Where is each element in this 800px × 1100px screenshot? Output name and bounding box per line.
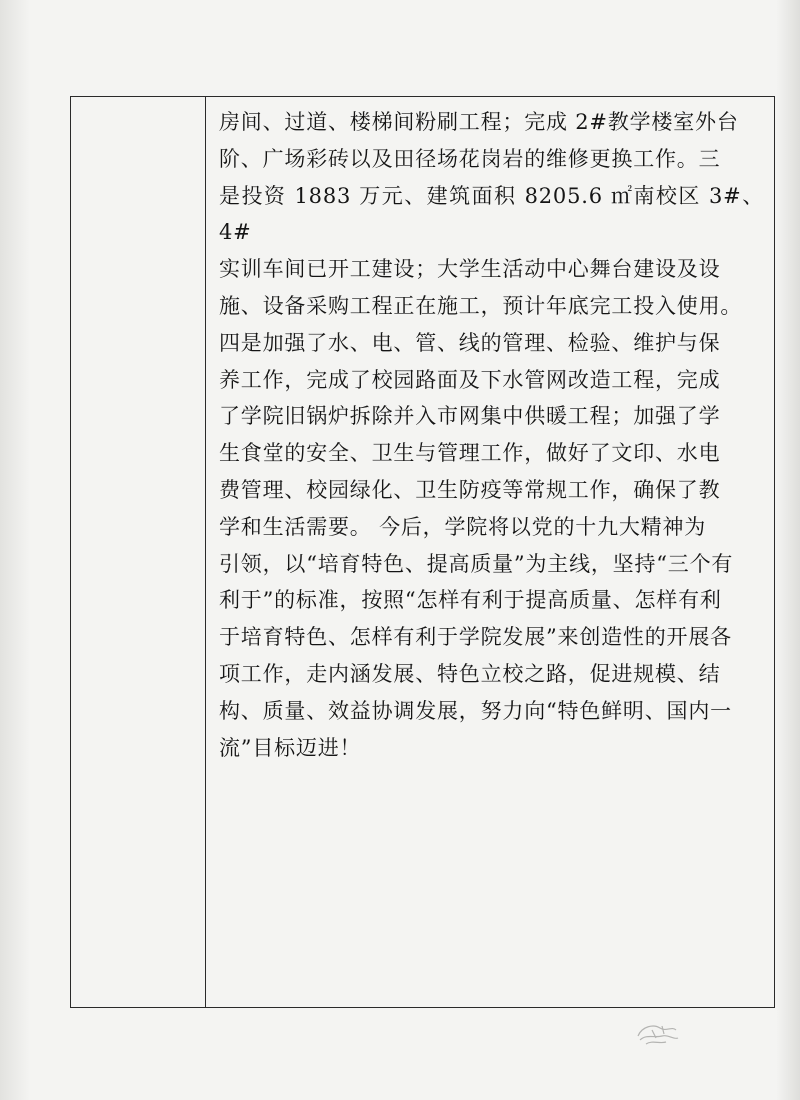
text-line: 四是加强了水、电、管、线的管理、检验、维护与保 <box>219 330 721 355</box>
text-line: 是投资 1883 万元、建筑面积 8205.6 ㎡南校区 3#、4# <box>219 183 764 245</box>
text-line: 构、质量、效益协调发展，努力向“特色鲜明、国内一 <box>219 698 732 723</box>
empty-label-cell <box>71 97 206 1007</box>
text-line: 学和生活需要。 今后，学院将以党的十九大精神为 <box>219 514 707 539</box>
text-line: 费管理、校园绿化、卫生防疫等常规工作，确保了教 <box>219 477 721 502</box>
stamp-smudge-icon <box>632 1018 682 1048</box>
text-line: 施、设备采购工程正在施工，预计年底完工投入使用。 <box>219 293 743 318</box>
text-line: 流”目标迈进！ <box>219 735 362 760</box>
content-cell <box>206 97 774 1007</box>
text-line: 实训车间已开工建设；大学生活动中心舞台建设及设 <box>219 257 721 282</box>
text-line: 利于”的标准，按照“怎样有利于提高质量、怎样有利 <box>219 588 722 613</box>
text-line: 了学院旧锅炉拆除并入市网集中供暖工程；加强了学 <box>219 404 721 429</box>
text-line: 房间、过道、楼梯间粉刷工程；完成 2#教学楼室外台 <box>219 110 739 134</box>
text-line: 阶、广场彩砖以及田径场花岗岩的维修更换工作。三 <box>219 146 721 171</box>
body-paragraph <box>219 104 764 766</box>
text-line: 引领，以“培育特色、提高质量”为主线，坚持“三个有 <box>219 551 734 576</box>
page-edge-shadow-left <box>0 0 30 1100</box>
page-edge-shadow-right <box>776 0 800 1100</box>
text-line: 项工作，走内涵发展、特色立校之路，促进规模、结 <box>219 661 721 686</box>
text-line: 于培育特色、怎样有利于学院发展”来创造性的开展各 <box>219 625 732 650</box>
text-line: 生食堂的安全、卫生与管理工作，做好了文印、水电 <box>219 441 721 466</box>
form-table <box>70 96 775 1008</box>
text-line: 养工作，完成了校园路面及下水管网改造工程，完成 <box>219 367 721 392</box>
